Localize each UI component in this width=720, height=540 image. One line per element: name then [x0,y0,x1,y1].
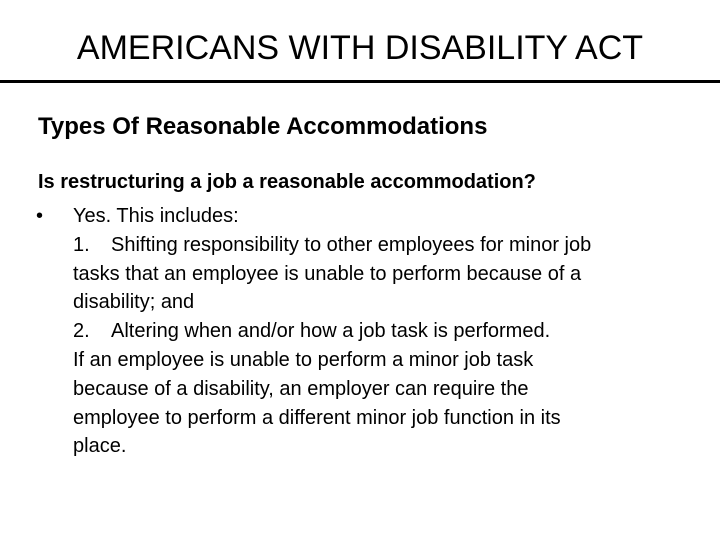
list-item-1-text: Shifting responsibility to other employees for minor job [111,233,592,256]
closing-line-2: because of a disability, an employer can require the [73,377,529,400]
answer-line: Yes. This includes: [73,205,239,227]
list-item-1-line-3: disability; and [73,291,195,314]
list-item-2-text: Altering when and/or how a job task is performed. [111,320,551,343]
slide-subtitle: Types Of Reasonable Accommodations [38,113,488,140]
title-divider [0,80,720,83]
closing-line-4: place. [73,435,127,458]
question-heading: Is restructuring a job a reasonable accommodation? [38,171,536,193]
list-item-1-line-1 [73,231,703,260]
slide-title: AMERICANS WITH DISABILITY ACT [76,29,644,67]
closing-line-1: If an employee is unable to perform a minor job task [73,348,534,371]
list-item-2-line-1 [73,317,703,346]
list-item-1-line-2: tasks that an employee is unable to perform because of a [73,262,582,285]
answer-body [73,202,703,461]
closing-line-3: employee to perform a different minor job function in its [73,406,561,429]
bullet-marker: • [36,205,44,227]
list-item-2-number: 2. [73,320,90,343]
list-item-1-number: 1. [73,233,90,256]
